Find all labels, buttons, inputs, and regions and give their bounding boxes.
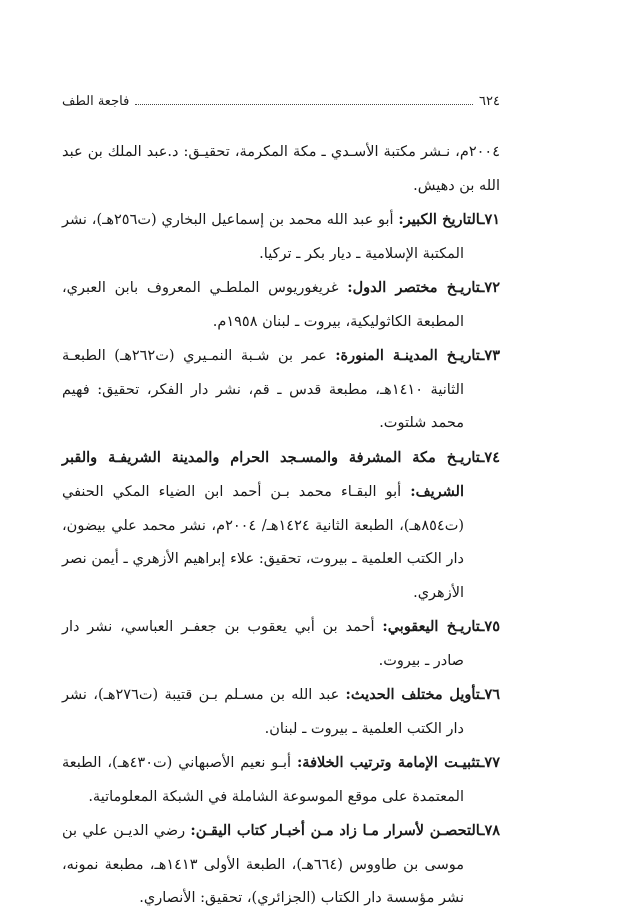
entry-details: أبـو نعيم الأصبهاني (ت٤٣٠هـ)، الطبعة المعتمدة على موقع الموسوعة الشاملة في الشبكة المعلوماتية. [62,755,464,805]
page-header [62,94,500,114]
bibliography-entry [62,203,500,271]
entry-number: ٧٦ـ [480,686,501,703]
entry-details: رضي الديـن علي بن موسى بن طاووس (٦٦٤هـ)، الطبعة الأولى ١٤١٣هـ، مطبعة نمونه، نشر مؤسسة دار الكتاب (الجزائري)، تحقيق: الأنصاري. [62,823,465,906]
bibliography-entry [62,441,500,611]
entry-number: ٧٤ـ [480,448,500,466]
entry-details: أحمد بن أبي يعقوب بن جعفـر العباسي، نشر دار صادر ـ بيروت. [62,619,464,669]
continued-entry: ٢٠٠٤م، نـشر مكتبة الأسـدي ـ مكة المكرمة، تحقيـق: د.عبد الملك بن عبد الله بن دهيش. [62,144,500,194]
entry-details: غريغوريوس الملطـي المعروف بابن العبري، المطبعة الكاثوليكية، بيروت ـ لبنان ١٩٥٨م. [62,280,464,330]
running-title: فاجعة الطف [62,94,130,109]
entry-number: ٧٧ـ [480,754,500,771]
entry-title: تاريـخ مكة المشرفة والمسـجد الحرام والمدينة الشريفـة والقبر الشريف: [62,448,481,500]
bibliography-entry [62,610,500,678]
entry-details: أبو عبد الله محمد بن إسماعيل البخاري (ت٢٥٦هـ)، نشر المكتبة الإسلامية ـ ديار بكر ـ تركيا. [62,212,464,262]
entry-title: تاريـخ اليعقوبي: [382,618,481,635]
entry-number: ٧٨ـ [480,822,501,839]
entry-title: التاريخ الكبير: [398,211,481,228]
entry-number: ٧٢ـ [480,279,500,296]
entry-details: عبد الله بن مسـلم بـن قتيبة (ت٢٧٦هـ)، نشر دار الكتب العلمية ـ بيروت ـ لبنان. [62,687,464,737]
entry-title: تاريـخ المدينـة المنورة: [335,347,481,364]
bibliography-entry [62,271,500,339]
bibliography-entry [62,814,500,916]
entry-title: تأويل مختلف الحديث: [345,686,481,703]
entry-details: عمر بن شـبة النمـيري (ت٢٦٢هـ) الطبعـة الثانية ١٤١٠هـ، مطبعة قدس ـ قم، نشر دار الفكر، تحقيق: فهيم محمد شلتوت. [62,348,464,431]
entry-title: التحصـن لأسرار مـا زاد مـن أخبـار كتاب اليقـن: [190,822,481,839]
header-dot-leader [135,94,473,105]
entry-title: تثبيـت الإمامة وترتيب الخلافة: [296,754,481,771]
entry-details: أبو البقـاء محمد بـن أحمد ابن الضياء المكي الحنفي (ت٨٥٤هـ)، الطبعة الثانية ١٤٢٤هـ/ ٢٠٠٤م، نشر محمد علي بيضون، دار الكتب العلمية ـ بيروت، تحقيق: علاء إبراهيم الأزهري ـ أيمن نصر الأزهري. [62,484,464,601]
entry-number: ٧٥ـ [480,618,500,635]
entry-number: ٧٣ـ [480,347,500,364]
entry-number: ٧١ـ [480,211,501,228]
bibliography-entry [62,746,500,814]
bibliography-list [62,136,500,916]
entry-title: تاريـخ مختصر الدول: [347,279,481,296]
bibliography-entry [62,678,500,746]
page-number: ٦٢٤ [479,94,500,109]
bibliography-entry [62,339,500,441]
